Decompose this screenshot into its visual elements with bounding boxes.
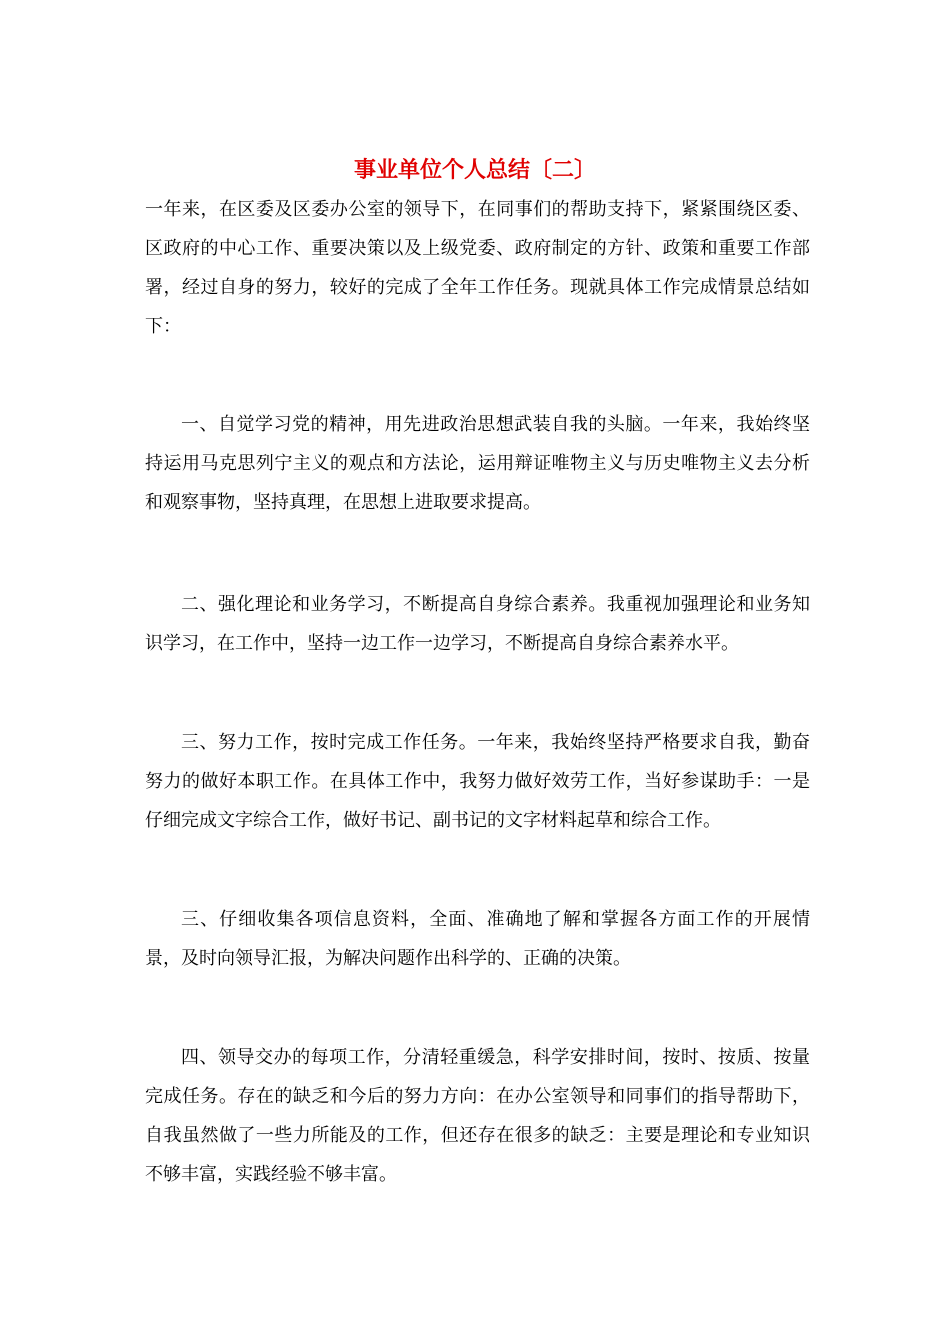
section-three-b-paragraph: 三、仔细收集各项信息资料，全面、准确地了解和掌握各方面工作的开展情景，及时向领导汇报，为解决问题作出科学的、正确的决策。 bbox=[145, 909, 810, 969]
section-three-paragraph: 三、努力工作，按时完成工作任务。一年来，我始终坚持严格要求自我，勤奋努力的做好本职工作。在具体工作中，我努力做好效劳工作，当好参谋助手：一是仔细完成文字综合工作，做好书记、副书记的文字材料起草和综合工作。 bbox=[145, 732, 810, 831]
intro-paragraph: 一年来，在区委及区委办公室的领导下，在同事们的帮助支持下，紧紧围绕区委、区政府的中心工作、重要决策以及上级党委、政府制定的方针、政策和重要工作部署，经过自身的努力，较好的完成了全年工作任务。现就具体工作完成情景总结如下： bbox=[145, 199, 810, 337]
section-two-paragraph: 二、强化理论和业务学习，不断提高自身综合素养。我重视加强理论和业务知识学习，在工作中，坚持一边工作一边学习，不断提高自身综合素养水平。 bbox=[145, 594, 810, 654]
section-one-paragraph: 一、自觉学习党的精神，用先进政治思想武装自我的头脑。一年来，我始终坚持运用马克思列宁主义的观点和方法论，运用辩证唯物主义与历史唯物主义去分析和观察事物，坚持真理，在思想上进取要求提高。 bbox=[145, 414, 810, 513]
document-title: 事业单位个人总结〔二〕 bbox=[353, 157, 596, 183]
section-four-paragraph: 四、领导交办的每项工作，分清轻重缓急，科学安排时间，按时、按质、按量完成任务。存在的缺乏和今后的努力方向：在办公室领导和同事们的指导帮助下，自我虽然做了一些力所能及的工作，但还存在很多的缺乏：主要是理论和专业知识不够丰富，实践经验不够丰富。 bbox=[145, 1047, 810, 1185]
